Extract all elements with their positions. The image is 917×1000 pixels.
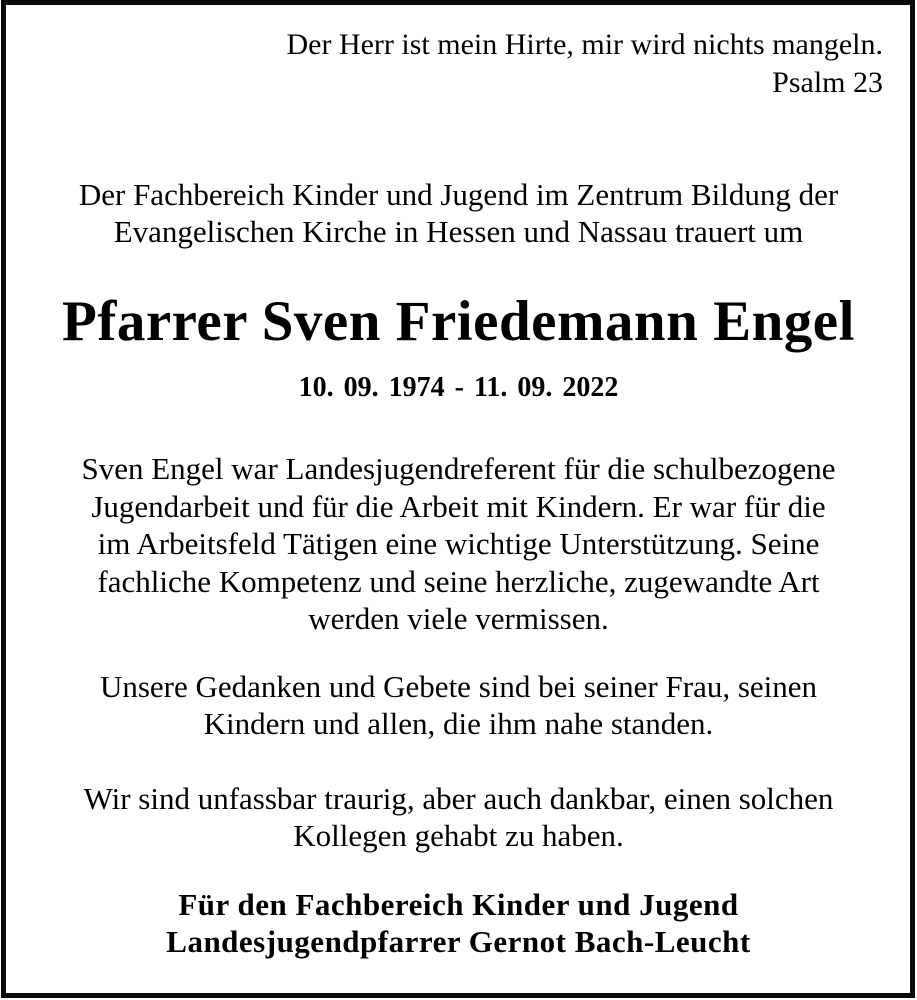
gratitude-line-2: Kollegen gehabt zu haben.	[293, 818, 624, 853]
tribute-line-4: fachliche Kompetenz und seine herzliche, zugewandte Art	[97, 563, 820, 599]
tribute-line-2: Jugendarbeit und für die Arbeit mit Kindern. Er war für die	[91, 488, 826, 524]
psalm-quote	[6, 26, 883, 102]
signature-line-1: Für den Fachbereich Kinder und Jugend	[178, 887, 739, 922]
condolence-line-1: Unsere Gedanken und Gebete sind bei seiner Frau, seinen	[99, 669, 818, 704]
signature	[6, 886, 911, 960]
life-dates: 10. 09. 1974 - 11. 09. 2022	[298, 372, 619, 403]
tribute-paragraph	[6, 450, 911, 638]
deceased-name: Pfarrer Sven Friedemann Engel	[62, 290, 855, 353]
intro-line-1: Der Fachbereich Kinder und Jugend im Zentrum Bildung der	[78, 177, 839, 212]
gratitude-line-1: Wir sind unfassbar traurig, aber auch dankbar, einen solchen	[83, 781, 834, 816]
tribute-line-5: werden viele vermissen.	[308, 601, 609, 636]
tribute-line-3: im Arbeitsfeld Tätigen eine wichtige Unterstützung. Seine	[97, 526, 820, 561]
signature-line-2: Landesjugendpfarrer Gernot Bach-Leucht	[166, 924, 751, 959]
condolence-line-2: Kindern und allen, die ihm nahe standen.	[203, 706, 714, 741]
tribute-line-1: Sven Engel war Landesjugendreferent für die schulbezogene	[81, 451, 836, 486]
intro-line-2: Evangelischen Kirche in Hessen und Nassau trauert um	[113, 214, 804, 249]
psalm-quote-text: Der Herr ist mein Hirte, mir wird nichts mangeln.	[286, 28, 883, 61]
psalm-quote-attribution: Psalm 23	[772, 66, 883, 99]
gratitude-paragraph	[6, 780, 911, 854]
intro-paragraph	[6, 176, 911, 250]
condolence-paragraph	[6, 668, 911, 742]
